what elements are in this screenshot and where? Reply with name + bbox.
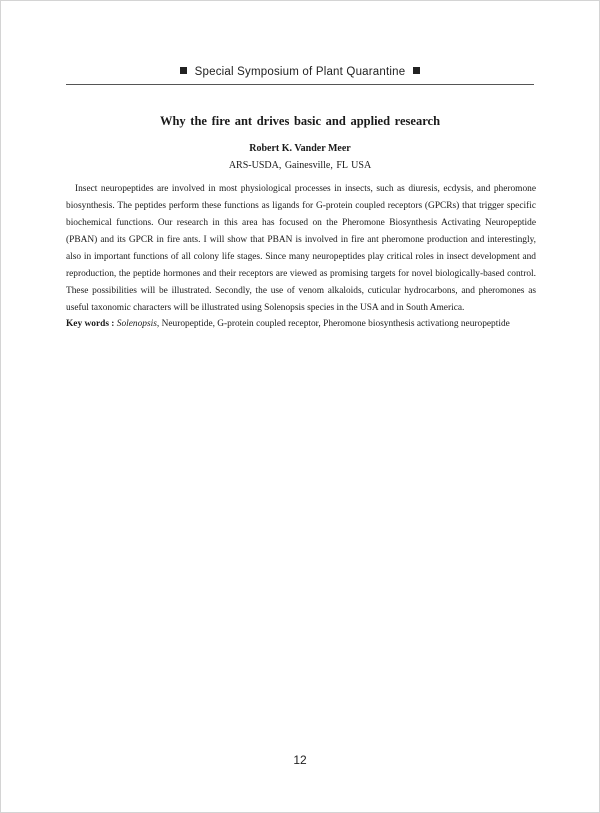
square-bullet-icon — [180, 67, 187, 74]
journal-title: Special Symposium of Plant Quarantine — [194, 66, 406, 78]
square-bullet-icon — [413, 67, 420, 74]
author-affiliation: ARS-USDA, Gainesville, FL USA — [228, 160, 372, 171]
header-rule — [66, 84, 534, 85]
author-name: Robert K. Vander Meer — [249, 143, 351, 154]
page-number: 12 — [293, 753, 307, 767]
article-title: Why the fire ant drives basic and applied research — [159, 114, 441, 128]
keywords-list: , Neuropeptide, G-protein coupled receptor, Pheromone biosynthesis activationg neuropeptide — [156, 319, 510, 329]
keywords-label: Key words : — [66, 319, 115, 329]
keyword-solenopsis: Solenopsis — [116, 319, 157, 329]
abstract-text: Insect neuropeptides are involved in most physiological processes in insects, such as diuresis, ecdysis, and pheromone biosynthesis. The peptides perform these functions as ligands for G-protein coupled receptors (GPCRs) that trigger specific biochemical functions. Our research in this area has focused on the Pheromone Biosynthesis Activating Neuropeptide (PBAN) and its GPCR in fire ants. I will show that PBAN is involved in fire ant pheromone production and interestingly, also in important functions of all colony life stages. Since many neuropeptides play critical roles in insect development and reproduction, the peptide hormones and their receptors are viewed as promising targets for novel biologically-based control. These possibilities will be illustrated. Secondly, the use of venom alkaloids, cuticular hydrocarbons, and pheromones as useful taxonomic characters will be illustrated using Solenopsis species in the USA and in South America. — [66, 184, 536, 313]
keywords — [66, 316, 536, 333]
running-header — [66, 66, 534, 78]
